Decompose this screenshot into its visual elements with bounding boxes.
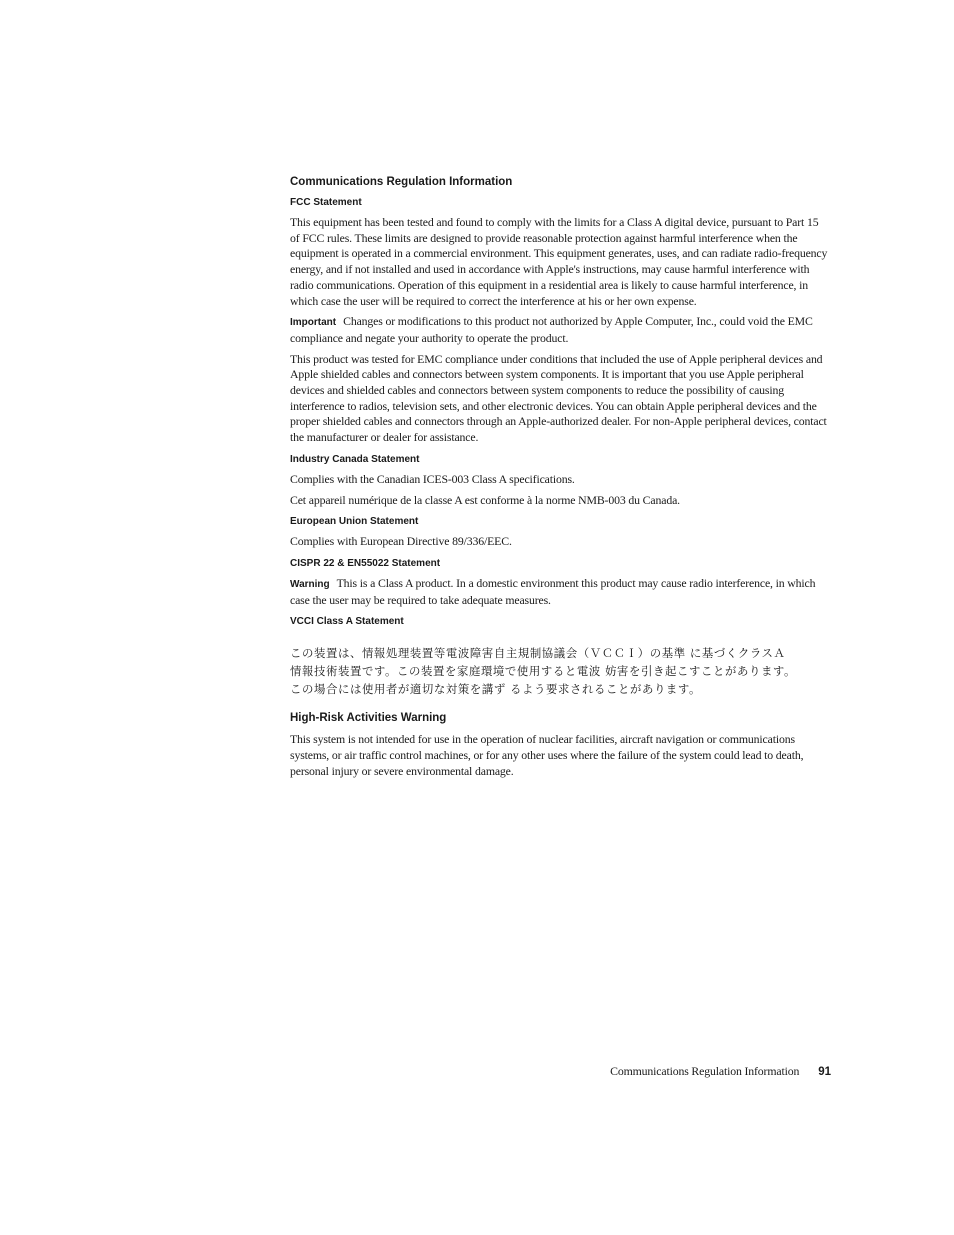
vcci-japanese-text [290,644,830,698]
high-risk-body: This system is not intended for use in the operation of nuclear facilities, aircraft navigation or communications systems, or air traffic control machines, or for any other uses where the failure of the system could lead to death, personal injury or severe environmental damage. [290,732,804,778]
eu-line: Complies with European Directive 89/336/EEC. [290,534,512,549]
cispr-heading: CISPR 22 & EN55022 Statement [290,557,441,569]
important-label: Important [290,317,337,329]
fcc-heading: FCC Statement [290,197,362,208]
page-title: Communications Regulation Information [290,176,513,188]
vcci-line: 情報技術装置です。この装置を家庭環境で使用すると電波 妨害を引き起こすことがあります。 [290,664,797,679]
footer-section-title: Communications Regulation Information [610,1064,800,1078]
warning-label: Warning [290,578,330,590]
canada-line-fr: Cet appareil numérique de la classe A est conforme à la norme NMB-003 du Canada. [290,492,680,507]
emc-body: This product was tested for EMC compliance under conditions that included the use of Apple peripheral devices and Apple shielded cables and connectors between system components. It is important that you use Apple peripheral devices and shielded cables and connectors between system components to reduce the possibility of causing interference to radios, television sets, and other electronic devices. You can obtain Apple peripheral devices and the proper shielded cables and connectors through an Apple-authorized dealer. For non-Apple peripheral devices, contact the manufacturer or dealer for assistance. [290,351,827,445]
canada-heading: Industry Canada Statement [290,453,420,465]
page-number: 91 [818,1066,831,1078]
vcci-heading: VCCI Class A Statement [290,616,404,628]
vcci-line: この場合には使用者が適切な対策を講ず るよう要求されることがあります。 [290,682,701,697]
eu-heading: European Union Statement [290,516,419,528]
high-risk-heading: High-Risk Activities Warning [290,712,447,725]
page-footer [610,1064,831,1079]
warning-note [290,576,830,608]
vcci-line: この装置は、情報処理装置等電波障害自主規制協議会（ＶＣＣＩ）の基準 に基づくクラスＡ [290,646,786,661]
important-text: Changes or modifications to this product not authorized by Apple Computer, Inc., could void the EMC compliance and negate your authority to operate the product. [290,314,813,345]
important-note [290,314,830,346]
page-content [290,174,830,784]
warning-text: This is a Class A product. In a domestic environment this product may cause radio interference, in which case the user may be required to take adequate measures. [290,575,816,607]
fcc-body: This equipment has been tested and found to comply with the limits for a Class A digital device, pursuant to Part 15 of FCC rules. These limits are designed to provide reasonable protection against harmful interference when the equipment is operated in a commercial environment. This equipment generates, uses, and can radiate radio-frequency energy, and if not installed and used in accordance with Apple's instructions, may cause harmful interference with radio communications. Operation of this equipment in a residential area is likely to cause harmful interference, in which case the user will be required to correct the interference at his or her own expense. [290,215,828,308]
canada-line-en: Complies with the Canadian ICES-003 Class A specifications. [290,471,575,486]
